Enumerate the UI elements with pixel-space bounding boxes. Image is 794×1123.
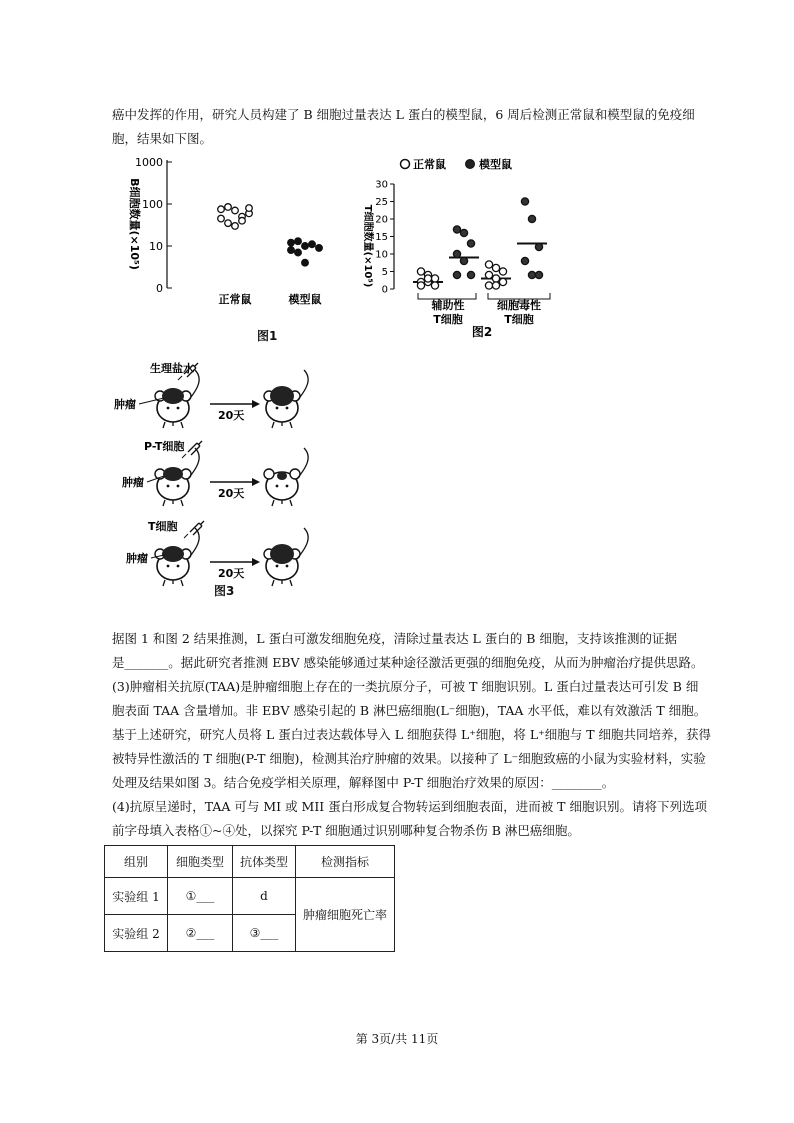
fig2-point-normal — [485, 261, 492, 268]
body-line-1: 据图 1 和图 2 结果推测，L 蛋白可激发细胞免疫，清除过量表达 L 蛋白的 B 细胞，支持该推测的证据 — [112, 631, 677, 646]
fig1-point-model — [316, 245, 323, 252]
fig1-point-normal — [232, 207, 239, 214]
figure-2-chart — [360, 152, 570, 339]
legend-label-model: 模型鼠 — [479, 158, 512, 171]
table-header-antibody: 抗体类型 — [233, 846, 296, 878]
fig2-point-normal — [417, 282, 424, 289]
figure-2-caption: 图2 — [471, 325, 493, 339]
fig2-point-model — [528, 271, 535, 278]
body-line-7: 处理及结果如图 3。结合免疫学相关原理，解释图中 P-T 细胞治疗效果的原因：________。 — [112, 775, 615, 790]
fig2-point-normal — [424, 275, 431, 282]
fig1-point-normal — [239, 217, 246, 224]
fig2-y-axis-label: T细胞数量(×10⁵) — [362, 204, 373, 288]
legend-filled-circle-icon — [466, 160, 475, 169]
fig1-point-normal — [246, 205, 253, 212]
fig3-row3-tumor-label: 肿瘤 — [126, 552, 148, 565]
fig1-y-tick-label: 1000 — [135, 156, 163, 169]
body-line-8: (4)抗原呈递时，TAA 可与 MI 或 MII 蛋白形成复合物转运到细胞表面，进而被 T 细胞识别。请将下列选项 — [112, 799, 707, 814]
body-line-5: 基于上述研究，研究人员将 L 蛋白过表达载体导入 L 细胞获得 L⁺细胞，将 L⁺细胞与 T 细胞共同培养，获得 — [112, 727, 712, 742]
body-line-6: 被特异性激活的 T 细胞(P-T 细胞)，检测其治疗肿瘤的效果。以接种了 L⁻细胞致癌的小鼠为实验材料，实验 — [112, 751, 706, 766]
fig2-point-model — [521, 198, 528, 205]
tumor-large-result — [270, 386, 294, 406]
arrow-head-icon — [252, 400, 260, 408]
page-footer: 第 3页/共 11页 — [355, 1032, 439, 1046]
fig2-point-model — [460, 257, 467, 264]
table-cell-blank-3: ③___ — [233, 915, 296, 952]
table-cell-group-2: 实验组 2 — [105, 915, 168, 952]
body-line-3: (3)肿瘤相关抗原(TAA)是肿瘤细胞上存在的一类抗原分子，可被 T 细胞识别。L 蛋白过量表达可引发 B 细 — [112, 679, 699, 694]
fig1-point-model — [302, 259, 309, 266]
fig1-point-model — [295, 249, 302, 256]
fig2-group-1-line1: 辅助性 — [431, 299, 465, 312]
fig2-point-model — [453, 226, 460, 233]
fig3-row2-days: 20天 — [218, 487, 245, 500]
arrow-head-icon — [252, 478, 260, 486]
table-cell-blank-1: ①___ — [168, 878, 233, 915]
fig1-point-model — [302, 243, 309, 250]
tumor-small-result — [277, 472, 287, 480]
table-header-index: 检测指标 — [296, 846, 395, 878]
fig1-point-normal — [218, 215, 225, 222]
fig2-group-1-line2: T细胞 — [433, 313, 463, 326]
fig2-point-normal — [431, 275, 438, 282]
fig2-point-model — [528, 215, 535, 222]
fig2-point-normal — [499, 278, 506, 285]
fig2-point-model — [467, 240, 474, 247]
fig3-row2-injection-label: P-T细胞 — [144, 440, 185, 453]
fig2-point-model — [453, 250, 460, 257]
body-line-2: 是_______。据此研究者推测 EBV 感染能够通过某种途径激活更强的细胞免疫，从而为肿瘤治疗提供思路。 — [112, 655, 704, 670]
tumor-large — [162, 546, 184, 562]
fig1-point-model — [309, 241, 316, 248]
fig1-y-tick-label: 10 — [149, 240, 163, 253]
fig2-point-normal — [499, 268, 506, 275]
fig2-y-tick-label: 10 — [375, 249, 388, 261]
figure-3-diagram — [112, 356, 312, 596]
arrow-head-icon — [252, 558, 260, 566]
fig2-group-2-line1: 细胞毒性 — [497, 299, 541, 312]
figure-3-caption: 图3 — [214, 584, 235, 598]
legend-label-normal: 正常鼠 — [413, 158, 446, 171]
fig2-point-normal — [492, 275, 499, 282]
fig3-row1-days: 20天 — [218, 409, 245, 422]
table-cell-group-1: 实验组 1 — [105, 878, 168, 915]
fig2-y-tick-label: 0 — [381, 284, 388, 296]
fig1-point-normal — [232, 223, 239, 230]
fig3-row1-tumor-label: 肿瘤 — [114, 398, 136, 411]
figure-1-chart — [115, 152, 355, 322]
fig2-y-tick-label: 15 — [375, 232, 388, 243]
syringe-icon — [184, 521, 204, 538]
tumor-large — [162, 388, 184, 404]
fig3-row3-days: 20天 — [218, 567, 245, 580]
fig1-y-axis-label: B细胞数量(×10⁵) — [128, 178, 141, 270]
fig2-group-2-line2: T细胞 — [504, 313, 534, 326]
fig2-y-tick-label: 30 — [375, 179, 388, 191]
table-header-group: 组别 — [105, 846, 168, 878]
fig2-point-normal — [492, 282, 499, 289]
fig2-y-tick-label: 5 — [381, 267, 388, 278]
table-cell-index: 肿瘤细胞死亡率 — [296, 878, 395, 952]
table-cell-antibody-1: d — [233, 878, 296, 915]
fig1-x-category-label: 正常鼠 — [218, 293, 252, 306]
fig2-point-normal — [485, 282, 492, 289]
fig3-row3-injection-label: T细胞 — [148, 520, 178, 533]
fig1-point-normal — [218, 206, 225, 213]
body-line-4: 胞表面 TAA 含量增加。非 EBV 感染引起的 B 淋巴癌细胞(L⁻细胞)，TAA 水平低，难以有效激活 T 细胞。 — [112, 703, 707, 718]
fig2-legend — [401, 157, 513, 171]
fig2-point-model — [521, 257, 528, 264]
body-line-9: 前字母填入表格①~④处，以探究 P-T 细胞通过识别哪种复合物杀伤 B 淋巴癌细胞。 — [112, 823, 580, 838]
fig1-point-normal — [225, 220, 232, 227]
figure-1-caption: 图1 — [257, 329, 278, 343]
legend-open-circle-icon — [401, 160, 410, 169]
fig3-row2-tumor-label: 肿瘤 — [122, 476, 144, 489]
fig1-point-model — [288, 247, 295, 254]
fig3-row1-injection-label: 生理盐水 — [150, 362, 194, 375]
table-header-cell-type: 细胞类型 — [168, 846, 233, 878]
fig2-y-tick-label: 25 — [375, 197, 388, 208]
fig2-point-model — [467, 271, 474, 278]
tumor-large-result — [270, 544, 294, 564]
fig1-x-category-label: 模型鼠 — [288, 293, 322, 306]
fig2-point-model — [460, 229, 467, 236]
fig1-y-tick-label: 0 — [156, 282, 163, 295]
intro-line-1: 癌中发挥的作用，研究人员构建了 B 细胞过量表达 L 蛋白的模型鼠，6 周后检测正常鼠和模型鼠的免疫细 — [112, 107, 695, 122]
fig1-point-normal — [225, 204, 232, 211]
fig1-y-tick-label: 100 — [142, 198, 163, 211]
fig1-point-model — [295, 238, 302, 245]
fig2-point-normal — [485, 271, 492, 278]
fig2-point-model — [453, 271, 460, 278]
table-cell-blank-2: ②___ — [168, 915, 233, 952]
fig2-point-model — [535, 271, 542, 278]
fig2-point-normal — [431, 282, 438, 289]
fig2-point-normal — [417, 268, 424, 275]
fig2-y-tick-label: 20 — [375, 214, 388, 226]
tumor-medium — [163, 467, 183, 481]
fig1-point-model — [288, 239, 295, 246]
fig2-point-normal — [492, 264, 499, 271]
fig2-point-model — [535, 243, 542, 250]
experiment-table — [104, 845, 395, 952]
intro-line-2: 胞，结果如下图。 — [112, 131, 213, 146]
